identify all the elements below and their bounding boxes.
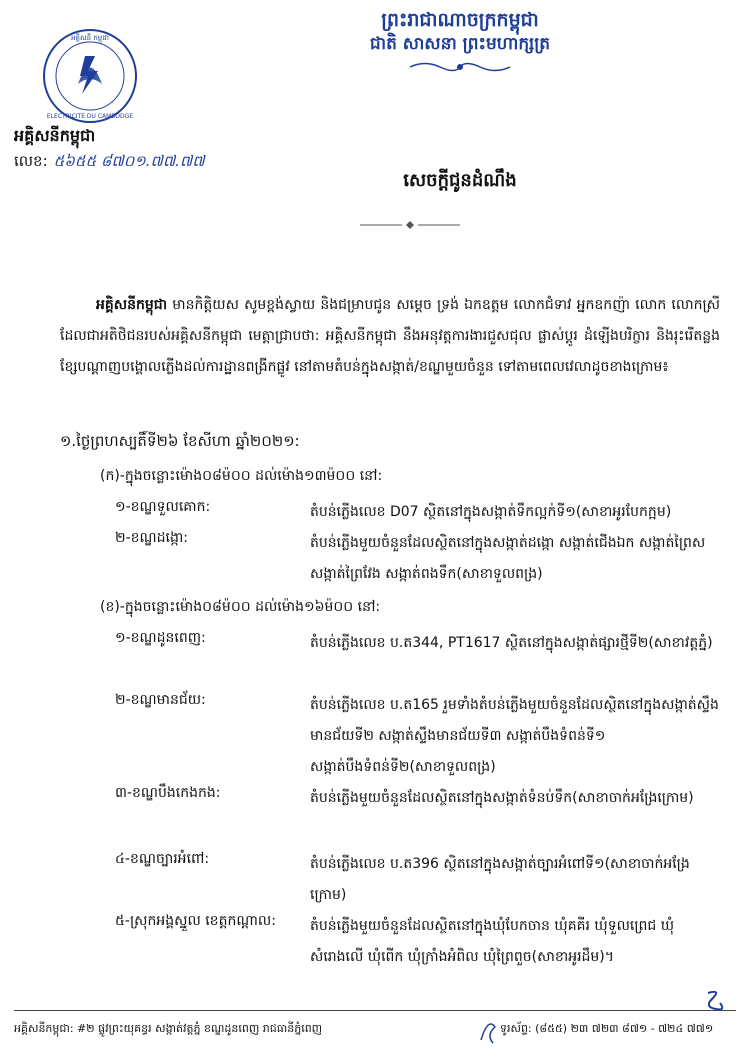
reference-number bbox=[14, 152, 205, 174]
area-description: តំបន់ភ្លើងមួយចំនួនដែលស្ថិតនៅក្នុងឃុំបែកចាន ឃុំគគីរ ឃុំទួលព្រេជ ឃុំសំរោងលើ ឃុំពើក ឃុំក្រាំងអំពិល ឃុំព្រៃពួច(សាខាអូរដឹម)។ bbox=[310, 918, 675, 965]
area-label: ១-ខណ្ឌដូនពេញ: bbox=[115, 630, 206, 646]
reference-value: ៥៦៥៥ ៨៧០១.៧៧.៧៧ bbox=[53, 152, 205, 170]
area-description: តំបន់ភ្លើងលេខ ប.ត344, PT1617 ស្ថិតនៅក្នុងសង្កាត់ផ្សារថ្មីទី២(សាខាវត្តភ្នំ) bbox=[310, 635, 713, 651]
section-a-heading: (ក)-ក្នុងចន្លោះម៉ោង០៨ម៉០០ ដល់ម៉ោង១៣ម៉០០ នៅ: bbox=[100, 468, 383, 484]
logo-french-text: ELECTRICITE DU CAMBODGE bbox=[46, 113, 134, 120]
section-b-heading: (ខ)-ក្នុងចន្លោះម៉ោង០៨ម៉០០ ដល់ម៉ោង១៦ម៉០០ នៅ: bbox=[100, 599, 381, 615]
area-description: តំបន់ភ្លើងលេខ ប.ត396 ស្ថិតនៅក្នុងសង្កាត់ច្បារអំពៅទី១(សាខាចាក់អង្រែក្រោម) bbox=[310, 856, 690, 903]
org-name: អគ្គិសនីកម្ពុជា bbox=[14, 126, 96, 145]
ornament-divider-icon bbox=[405, 60, 515, 74]
footer-address: អគ្គិសនីកម្ពុជា: #២ ផ្លូវព្រះយុគន្ធរ សង្កាត់វត្តភ្នំ ខណ្ឌដូនពេញ រាជធានីភ្នំពេញ bbox=[14, 1022, 323, 1035]
logo-khmer-text: អគ្គិសនី កម្ពុជា bbox=[71, 34, 109, 42]
area-label: ៥-ស្រុកអង្គស្នួល ខេត្តកណ្តាល: bbox=[115, 913, 276, 929]
area-label: ២-ខណ្ឌដង្កោ: bbox=[115, 530, 189, 546]
intro-org-bold: អគ្គិសនីកម្ពុជា bbox=[96, 297, 168, 313]
date-line: ១.ថ្ងៃព្រហស្បតិ៍ទី២៦ ខែសីហា ឆ្នាំ២០២១: bbox=[60, 432, 300, 450]
footer-divider bbox=[14, 1010, 736, 1011]
intro-text: មានកិត្តិយស សូមខ្ពង់ស្វាយ និងជម្រាបជូន សម្តេច ទ្រង់ ឯកឧត្តម លោកជំទាវ អ្នកឧកញ៉ា លោក លោកស្រី ដែលជាអតិថិជនរបស់អគ្គិសនីកម្ពុជា មេត្តាជ្រាបថា: អគ្គិសនីកម្ពុជា នឹងអនុវត្តការងារជួសជុល ផ្លាស់ប្តូរ ដំឡើងបរិក្ខារ និងរុះរើតន្លងខ្សែបណ្តាញបង្គោលភ្លើងដល់ការដ្ឋានពង្រីកផ្លូវ នៅតាមតំបន់ក្នុងសង្កាត់/ខណ្ឌមួយចំនួន ទៅតាមពេលវេលាដូចខាងក្រោម៖ bbox=[60, 297, 720, 375]
area-description: តំបន់ភ្លើងមួយចំនួនដែលស្ថិតនៅក្នុងសង្កាត់ដង្កោ សង្កាត់ជើងឯក សង្កាត់ព្រៃស សង្កាត់ព្រៃវែង សង្កាត់ពងទឹក(សាខាទួលពង្រ) bbox=[310, 535, 706, 582]
area-description: តំបន់ភ្លើងលេខ ប.ត165 រួមទាំងតំបន់ភ្លើងមួយចំនួនដែលស្ថិតនៅក្នុងសង្កាត់ស្ទឹងមានជ័យទី២ សង្កាត់ស្ទឹងមានជ័យទី៣ សង្កាត់បឹងទំពន់ទី១ សង្កាត់បឹងទំពន់ទី២(សាខាទួលពង្រ) bbox=[310, 697, 719, 775]
area-description: តំបន់ភ្លើងលេខ D07 ស្ថិតនៅក្នុងសង្កាត់ទឹកល្អក់ទី១(សាខាអូរបែកក្អម) bbox=[310, 504, 672, 520]
reference-label: លេខ: bbox=[14, 152, 48, 170]
area-label: ១-ខណ្ឌទួលគោក: bbox=[115, 499, 211, 515]
area-label: ៤-ខណ្ឌច្បារអំពៅ: bbox=[115, 851, 210, 867]
national-motto: ជាតិ សាសនា ព្រះមហាក្សត្រ bbox=[369, 34, 551, 54]
edc-logo bbox=[40, 26, 140, 126]
area-label: ៣-ខណ្ឌបឹងកេងកង: bbox=[115, 785, 221, 801]
document-title: សេចក្តីជូនដំណឹង bbox=[403, 170, 517, 191]
area-description: តំបន់ភ្លើងមួយចំនួនដែលស្ថិតនៅក្នុងសង្កាត់ទំនប់ទឹក(សាខាចាក់អង្រែក្រោម) bbox=[310, 790, 694, 806]
kingdom-heading: ព្រះរាជាណាចក្រកម្ពុជា bbox=[381, 9, 539, 31]
signature-scribble-icon bbox=[478, 1015, 498, 1045]
area-label: ២-ខណ្ឌមានជ័យ: bbox=[115, 692, 206, 708]
title-underline-icon bbox=[360, 220, 460, 230]
footer-phone: ទូរស័ព្ទ: (៨៥៥) ២៣ ៧២៣ ៨៧១ - ៧២៤ ៧៧១ bbox=[500, 1022, 714, 1035]
intro-paragraph bbox=[60, 290, 720, 383]
